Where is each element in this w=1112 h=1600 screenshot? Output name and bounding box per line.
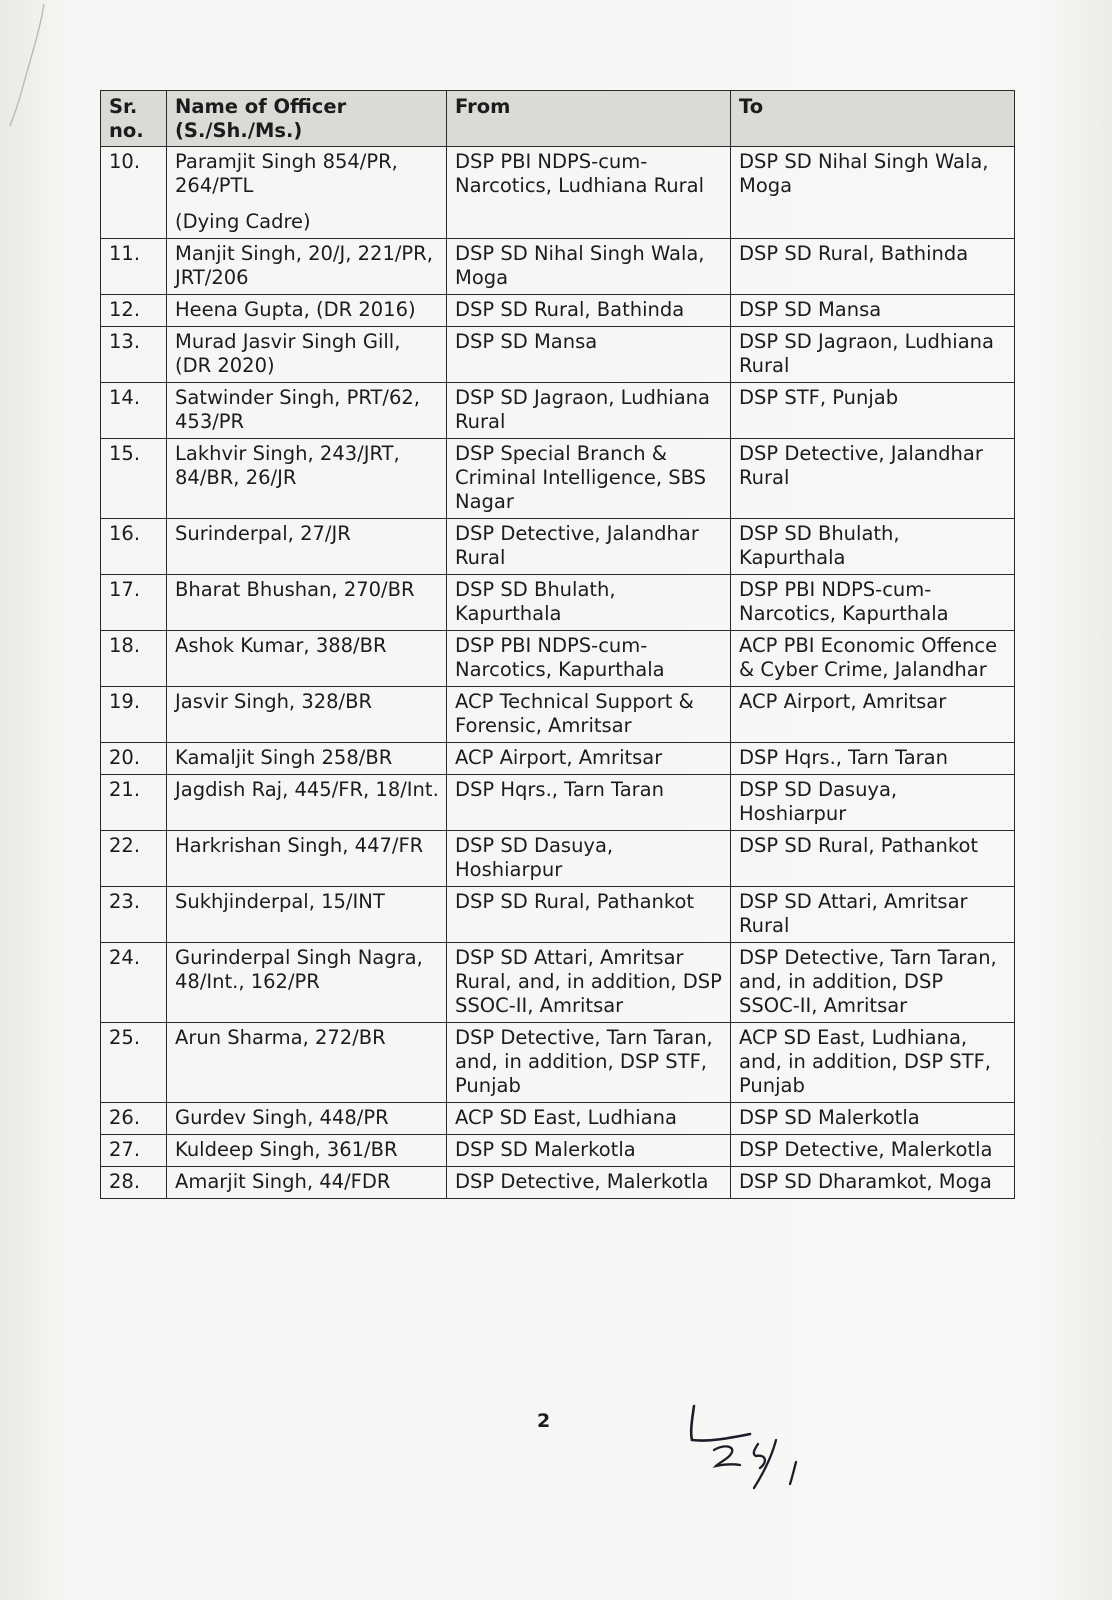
table-row — [101, 1103, 1015, 1135]
officer-name-text: Paramjit Singh 854/PR, 264/PTL — [175, 150, 398, 197]
table-row — [101, 239, 1015, 295]
cell-officer-name — [167, 383, 447, 439]
officer-name-text: Lakhvir Singh, 243/JRT, 84/BR, 26/JR — [175, 442, 400, 489]
cell-from: ACP Airport, Amritsar — [447, 743, 731, 775]
cell-from: DSP SD Nihal Singh Wala, Moga — [447, 239, 731, 295]
cell-to: DSP STF, Punjab — [731, 383, 1015, 439]
cell-to: DSP Detective, Jalandhar Rural — [731, 439, 1015, 519]
cell-to: DSP SD Rural, Pathankot — [731, 831, 1015, 887]
cell-to: DSP SD Malerkotla — [731, 1103, 1015, 1135]
cell-officer-name — [167, 439, 447, 519]
cell-from: DSP SD Mansa — [447, 327, 731, 383]
header-name-of-officer: Name of Officer (S./Sh./Ms.) — [167, 91, 447, 147]
cell-officer-name — [167, 1103, 447, 1135]
cell-from: DSP Special Branch & Criminal Intelligence, SBS Nagar — [447, 439, 731, 519]
officer-name-text: Heena Gupta, (DR 2016) — [175, 298, 416, 321]
table-row — [101, 439, 1015, 519]
header-sr-no: Sr. no. — [101, 91, 167, 147]
cell-officer-name — [167, 147, 447, 239]
cell-from: DSP SD Rural, Bathinda — [447, 295, 731, 327]
cell-from: DSP Detective, Tarn Taran, and, in addition, DSP STF, Punjab — [447, 1023, 731, 1103]
officer-name-text: Kamaljit Singh 258/BR — [175, 746, 393, 769]
cell-from: DSP Detective, Jalandhar Rural — [447, 519, 731, 575]
cell-to: DSP Detective, Malerkotla — [731, 1135, 1015, 1167]
cell-sr-no: 18. — [101, 631, 167, 687]
table-row — [101, 295, 1015, 327]
cell-to: ACP PBI Economic Offence & Cyber Crime, Jalandhar — [731, 631, 1015, 687]
officer-name-text: Harkrishan Singh, 447/FR — [175, 834, 424, 857]
binder-hole-mark — [6, 0, 46, 130]
cell-to: DSP PBI NDPS-cum-Narcotics, Kapurthala — [731, 575, 1015, 631]
cell-officer-name — [167, 519, 447, 575]
table-row — [101, 575, 1015, 631]
transfer-table — [100, 90, 1015, 1199]
officer-name-text: Jasvir Singh, 328/BR — [175, 690, 373, 713]
cell-officer-name — [167, 831, 447, 887]
table-row — [101, 327, 1015, 383]
cell-sr-no: 21. — [101, 775, 167, 831]
cell-sr-no: 24. — [101, 943, 167, 1023]
cell-sr-no: 23. — [101, 887, 167, 943]
cell-officer-name — [167, 327, 447, 383]
cell-officer-name — [167, 775, 447, 831]
cell-from: DSP SD Malerkotla — [447, 1135, 731, 1167]
cell-sr-no: 12. — [101, 295, 167, 327]
officer-name-text: Manjit Singh, 20/J, 221/PR, JRT/206 — [175, 242, 433, 289]
cell-from: DSP SD Dasuya, Hoshiarpur — [447, 831, 731, 887]
cell-sr-no: 19. — [101, 687, 167, 743]
cell-to: DSP SD Rural, Bathinda — [731, 239, 1015, 295]
table-row — [101, 743, 1015, 775]
cell-sr-no: 14. — [101, 383, 167, 439]
cell-officer-name — [167, 575, 447, 631]
cell-officer-name — [167, 631, 447, 687]
cell-from: DSP SD Attari, Amritsar Rural, and, in addition, DSP SSOC-II, Amritsar — [447, 943, 731, 1023]
table-row — [101, 1023, 1015, 1103]
handwritten-signature — [680, 1400, 850, 1490]
officer-name-text: Sukhjinderpal, 15/INT — [175, 890, 385, 913]
cell-sr-no: 28. — [101, 1167, 167, 1199]
table-row — [101, 383, 1015, 439]
cell-sr-no: 10. — [101, 147, 167, 239]
cell-sr-no: 15. — [101, 439, 167, 519]
cell-officer-name — [167, 295, 447, 327]
cell-to: DSP SD Mansa — [731, 295, 1015, 327]
table-row — [101, 943, 1015, 1023]
cell-to: DSP Detective, Tarn Taran, and, in addition, DSP SSOC-II, Amritsar — [731, 943, 1015, 1023]
table-row — [101, 519, 1015, 575]
officer-note: (Dying Cadre) — [175, 210, 311, 233]
cell-to: ACP SD East, Ludhiana, and, in addition, DSP STF, Punjab — [731, 1023, 1015, 1103]
cell-officer-name — [167, 1135, 447, 1167]
table-row — [101, 1167, 1015, 1199]
transfer-table-body — [101, 147, 1015, 1199]
cell-from: ACP Technical Support & Forensic, Amritsar — [447, 687, 731, 743]
table-row — [101, 831, 1015, 887]
cell-officer-name — [167, 943, 447, 1023]
officer-name-text: Surinderpal, 27/JR — [175, 522, 351, 545]
cell-to: DSP SD Bhulath, Kapurthala — [731, 519, 1015, 575]
cell-from: DSP Hqrs., Tarn Taran — [447, 775, 731, 831]
cell-to: DSP SD Nihal Singh Wala, Moga — [731, 147, 1015, 239]
officer-name-text: Kuldeep Singh, 361/BR — [175, 1138, 398, 1161]
officer-name-text: Ashok Kumar, 388/BR — [175, 634, 387, 657]
cell-from: DSP PBI NDPS-cum-Narcotics, Ludhiana Rural — [447, 147, 731, 239]
cell-to: DSP SD Dasuya, Hoshiarpur — [731, 775, 1015, 831]
officer-name-text: Arun Sharma, 272/BR — [175, 1026, 386, 1049]
cell-sr-no: 11. — [101, 239, 167, 295]
table-row — [101, 775, 1015, 831]
cell-from: DSP SD Jagraon, Ludhiana Rural — [447, 383, 731, 439]
cell-sr-no: 17. — [101, 575, 167, 631]
table-row — [101, 1135, 1015, 1167]
cell-officer-name — [167, 687, 447, 743]
officer-name-text: Jagdish Raj, 445/FR, 18/Int. — [175, 778, 439, 801]
table-header-row — [101, 91, 1015, 147]
table-row — [101, 631, 1015, 687]
cell-to: DSP Hqrs., Tarn Taran — [731, 743, 1015, 775]
officer-name-text: Gurdev Singh, 448/PR — [175, 1106, 389, 1129]
cell-sr-no: 16. — [101, 519, 167, 575]
officer-name-text: Murad Jasvir Singh Gill, (DR 2020) — [175, 330, 401, 377]
cell-from: ACP SD East, Ludhiana — [447, 1103, 731, 1135]
officer-name-text: Satwinder Singh, PRT/62, 453/PR — [175, 386, 420, 433]
table-row — [101, 147, 1015, 239]
cell-from: DSP SD Bhulath, Kapurthala — [447, 575, 731, 631]
cell-sr-no: 25. — [101, 1023, 167, 1103]
officer-name-text: Bharat Bhushan, 270/BR — [175, 578, 415, 601]
cell-sr-no: 26. — [101, 1103, 167, 1135]
table-row — [101, 887, 1015, 943]
cell-to: ACP Airport, Amritsar — [731, 687, 1015, 743]
cell-from: DSP PBI NDPS-cum-Narcotics, Kapurthala — [447, 631, 731, 687]
table-row — [101, 687, 1015, 743]
cell-to: DSP SD Attari, Amritsar Rural — [731, 887, 1015, 943]
cell-from: DSP SD Rural, Pathankot — [447, 887, 731, 943]
page-number: 2 — [537, 1410, 551, 1432]
cell-sr-no: 22. — [101, 831, 167, 887]
cell-officer-name — [167, 1167, 447, 1199]
cell-officer-name — [167, 887, 447, 943]
cell-sr-no: 20. — [101, 743, 167, 775]
cell-sr-no: 13. — [101, 327, 167, 383]
officer-name-text: Amarjit Singh, 44/FDR — [175, 1170, 391, 1193]
cell-to: DSP SD Jagraon, Ludhiana Rural — [731, 327, 1015, 383]
header-from: From — [447, 91, 731, 147]
officer-name-text: Gurinderpal Singh Nagra, 48/Int., 162/PR — [175, 946, 423, 993]
cell-officer-name — [167, 1023, 447, 1103]
cell-sr-no: 27. — [101, 1135, 167, 1167]
header-to: To — [731, 91, 1015, 147]
cell-officer-name — [167, 743, 447, 775]
cell-to: DSP SD Dharamkot, Moga — [731, 1167, 1015, 1199]
cell-from: DSP Detective, Malerkotla — [447, 1167, 731, 1199]
cell-officer-name — [167, 239, 447, 295]
